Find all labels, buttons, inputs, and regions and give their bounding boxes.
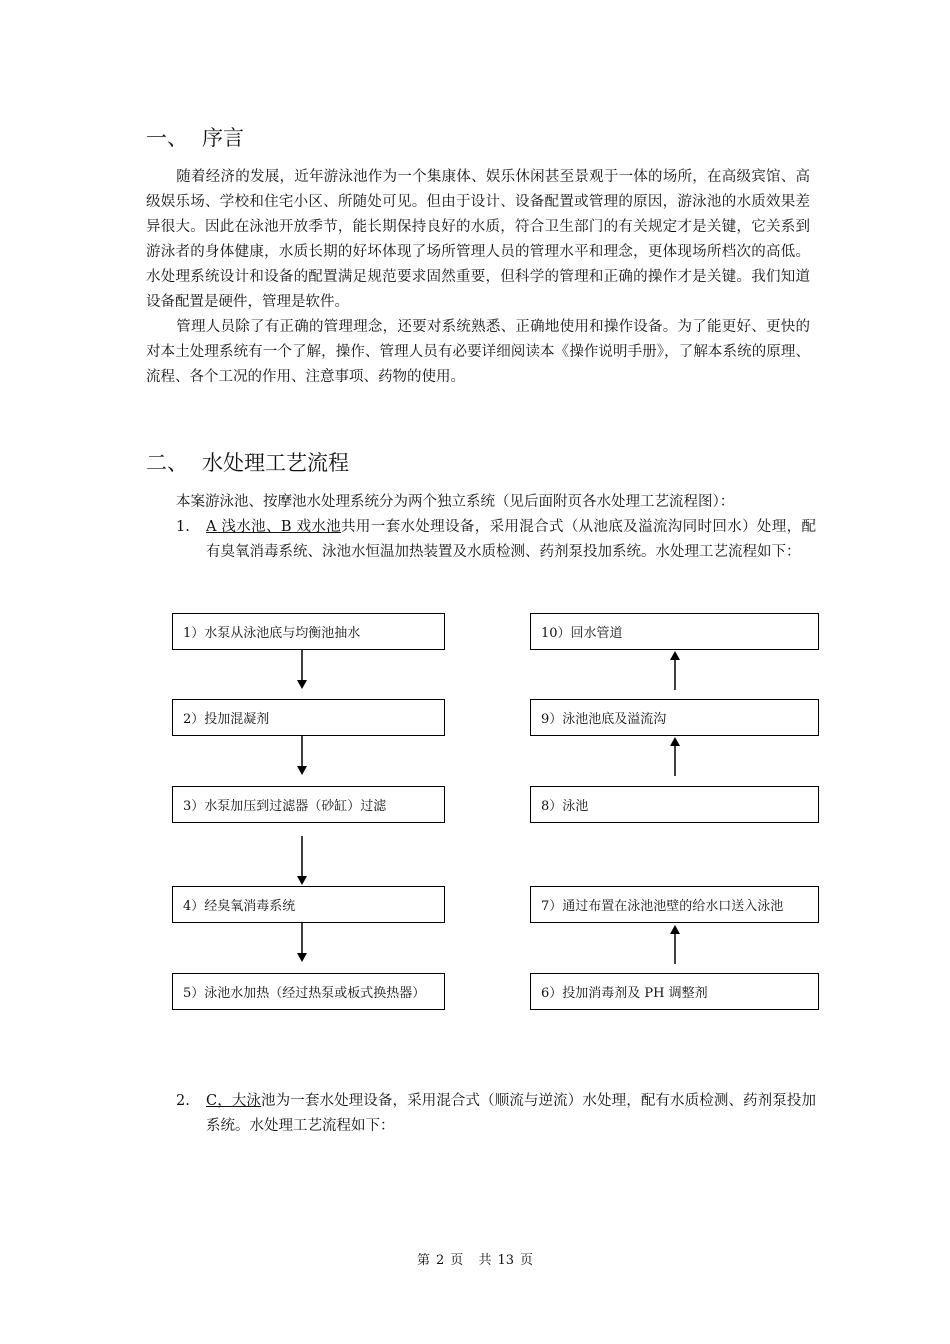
flow-step-7: 7）通过布置在泳池池壁的给水口送入泳池: [530, 886, 819, 923]
flow-step-3: 3）水泵加压到过滤器（砂缸）过滤: [172, 786, 445, 823]
footer-total-unit: 页: [520, 1253, 534, 1268]
arrow-down-icon: [295, 836, 309, 886]
list-item-2-pool: C，大泳: [206, 1093, 262, 1109]
section2-heading: [146, 447, 349, 477]
section2-intro: 本案游泳池、按摩池水处理系统分为两个独立系统（见后面附页各水处理工艺流程图）：: [176, 494, 735, 510]
flow-step-8: 8）泳池: [530, 786, 819, 823]
arrow-up-icon: [668, 650, 682, 690]
list-item-1-pools: A 浅水池、B 戏水池: [206, 519, 342, 535]
arrow-down-icon: [295, 650, 309, 690]
list-item-2-text: 池为一套水处理设备，采用混合式（顺流与逆流）水处理，配有水质检测、药剂泵投加系统。水处理工艺流程如下：: [206, 1093, 816, 1134]
footer-page-prefix: 第: [416, 1253, 430, 1268]
flow-step-10: 10）回水管道: [530, 613, 819, 650]
section1-heading: [146, 122, 244, 152]
flow-step-5: 5）泳池水加热（经过热泵或板式换热器）: [172, 973, 445, 1010]
arrow-down-icon: [295, 736, 309, 776]
flow-step-6: 6）投加消毒剂及 PH 调整剂: [530, 973, 819, 1010]
page-footer: [0, 1249, 950, 1268]
flow-step-4: 4）经臭氧消毒系统: [172, 886, 445, 923]
arrow-up-icon: [668, 736, 682, 776]
list-item-1-text: 共用一套水处理设备，采用混合式（从池底及溢流沟同时回水）处理，配有臭氧消毒系统、泳池水恒温加热装置及水质检测、药剂泵投加系统。水处理工艺流程如下：: [206, 519, 816, 560]
section2-number: 二、: [146, 451, 188, 475]
arrow-up-icon: [668, 924, 682, 964]
section1-title: 序言: [202, 126, 244, 150]
preface-paragraph-1-text: 随着经济的发展，近年游泳池作为一个集康体、娱乐休闲甚至景观于一体的场所，在高级宾馆、高级娱乐场、学校和住宅小区、所随处可见。但由于设计、设备配置或管理的原因，游泳池的水质效果差异很大。因此在泳池开放季节，能长期保持良好的水质，符合卫生部门的有关规定才是关键，它关系到游泳者的身体健康，水质长期的好坏体现了场所管理人员的管理水平和理念，更体现场所档次的高低。水处理系统设计和设备的配置满足规范要求固然重要，但科学的管理和正确的操作才是关键。我们知道设备配置是硬件，管理是软件。: [146, 169, 810, 310]
footer-page-unit: 页: [450, 1253, 464, 1268]
preface-paragraph-2: [146, 315, 810, 390]
flow-step-9: 9）泳池池底及溢流沟: [530, 699, 819, 736]
flow-step-2: 2）投加混凝剂: [172, 699, 445, 736]
footer-total-prefix: 共: [478, 1253, 492, 1268]
arrow-down-icon: [295, 923, 309, 963]
list-item-1-number: 1.: [176, 519, 190, 535]
list-item-2-number: 2.: [176, 1093, 190, 1109]
section2-title: 水处理工艺流程: [202, 451, 349, 475]
footer-total-number: 13: [497, 1253, 514, 1268]
flow-step-1: 1）水泵从泳池底与均衡池抽水: [172, 613, 445, 650]
footer-page-number: 2: [436, 1253, 445, 1268]
preface-paragraph-1: [146, 165, 810, 315]
preface-paragraph-2-text: 管理人员除了有正确的管理理念，还要对系统熟悉、正确地使用和操作设备。为了能更好、更快的对本土处理系统有一个了解，操作、管理人员有必要详细阅读本《操作说明手册》，了解本系统的原理、流程、各个工况的作用、注意事项、药物的使用。: [146, 319, 810, 385]
section1-number: 一、: [146, 126, 188, 150]
